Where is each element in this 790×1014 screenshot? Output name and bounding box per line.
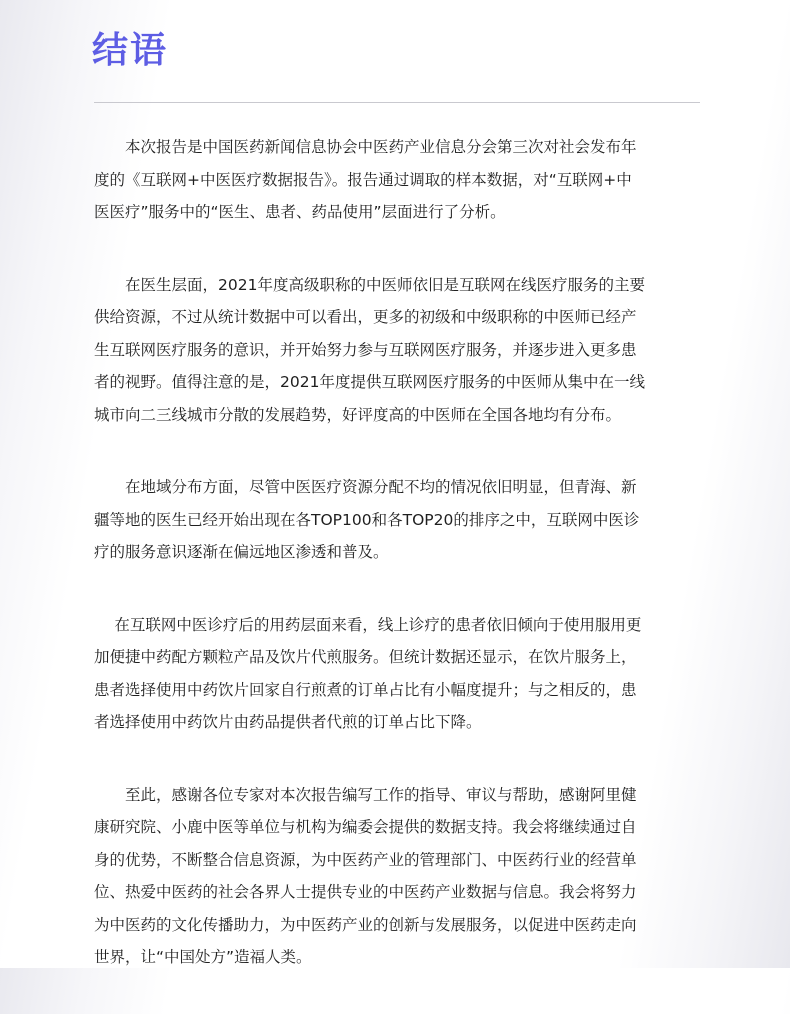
text-line: 者的视野。值得注意的是，2021年度提供互联网医疗服务的中医师从集中在一线 (94, 373, 645, 391)
paragraph-acknowledgements (94, 779, 714, 974)
text-line: 在医生层面，2021年度高级职称的中医师依旧是互联网在线医疗服务的主要 (94, 275, 645, 294)
paragraph-regional-distribution (94, 471, 714, 569)
text-line: 在地域分布方面，尽管中医医疗资源分配不均的情况依旧明显，但青海、新 (94, 478, 637, 496)
text-line: 世界，让“中国处方”造福人类。 (94, 948, 312, 966)
text-line: 至此，感谢各位专家对本次报告编写工作的指导、审议与帮助，感谢阿里健 (94, 785, 637, 804)
text-line: 度的《互联网+中医医疗数据报告》。报告通过调取的样本数据，对“互联网+中 (94, 170, 632, 189)
body-text (94, 131, 714, 1014)
text-line: 身的优势，不断整合信息资源，为中医药产业的管理部门、中医药行业的经营单 (94, 850, 637, 869)
text-line: 供给资源，不过从统计数据中可以看出，更多的初级和中级职称的中医师已经产 (94, 308, 637, 326)
text-line: 康研究院、小鹿中医等单位与机构为编委会提供的数据支持。我会将继续通过自 (94, 818, 637, 836)
paragraph-report-intro (94, 131, 714, 229)
page-title: 结语 (92, 30, 169, 71)
title-divider (94, 102, 700, 103)
text-line: 疆等地的医生已经开始出现在各TOP100和各TOP20的排序之中，互联网中医诊 (94, 510, 640, 529)
text-line: 者选择使用中药饮片由药品提供者代煎的订单占比下降。 (94, 713, 482, 731)
text-line: 城市向二三线城市分散的发展趋势，好评度高的中医师在全国各地均有分布。 (94, 405, 622, 424)
text-line: 患者选择使用中药饮片回家自行煎煮的订单占比有小幅度提升；与之相反的，患 (94, 680, 637, 699)
text-line: 位、热爱中医药的社会各界人士提供专业的中医药产业数据与信息。我会将努力 (94, 883, 637, 901)
paragraph-doctor-level (94, 269, 714, 432)
text-line: 生互联网医疗服务的意识，并开始努力参与互联网医疗服务，并逐步进入更多患 (94, 340, 637, 359)
text-line: 本次报告是中国医药新闻信息协会中医药产业信息分会第三次对社会发布年 (94, 138, 637, 156)
text-line: 加便捷中药配方颗粒产品及饮片代煎服务。但统计数据还显示，在饮片服务上， (94, 648, 637, 666)
paragraph-medication-level (94, 609, 714, 739)
text-line: 为中医药的文化传播助力，为中医药产业的创新与发展服务，以促进中医药走向 (94, 915, 637, 934)
text-line: 疗的服务意识逐渐在偏远地区渗透和普及。 (94, 543, 389, 561)
text-line: 在互联网中医诊疗后的用药层面来看，线上诊疗的患者依旧倾向于使用服用更 (94, 615, 642, 634)
text-line: 医医疗”服务中的“医生、患者、药品使用”层面进行了分析。 (94, 203, 506, 221)
